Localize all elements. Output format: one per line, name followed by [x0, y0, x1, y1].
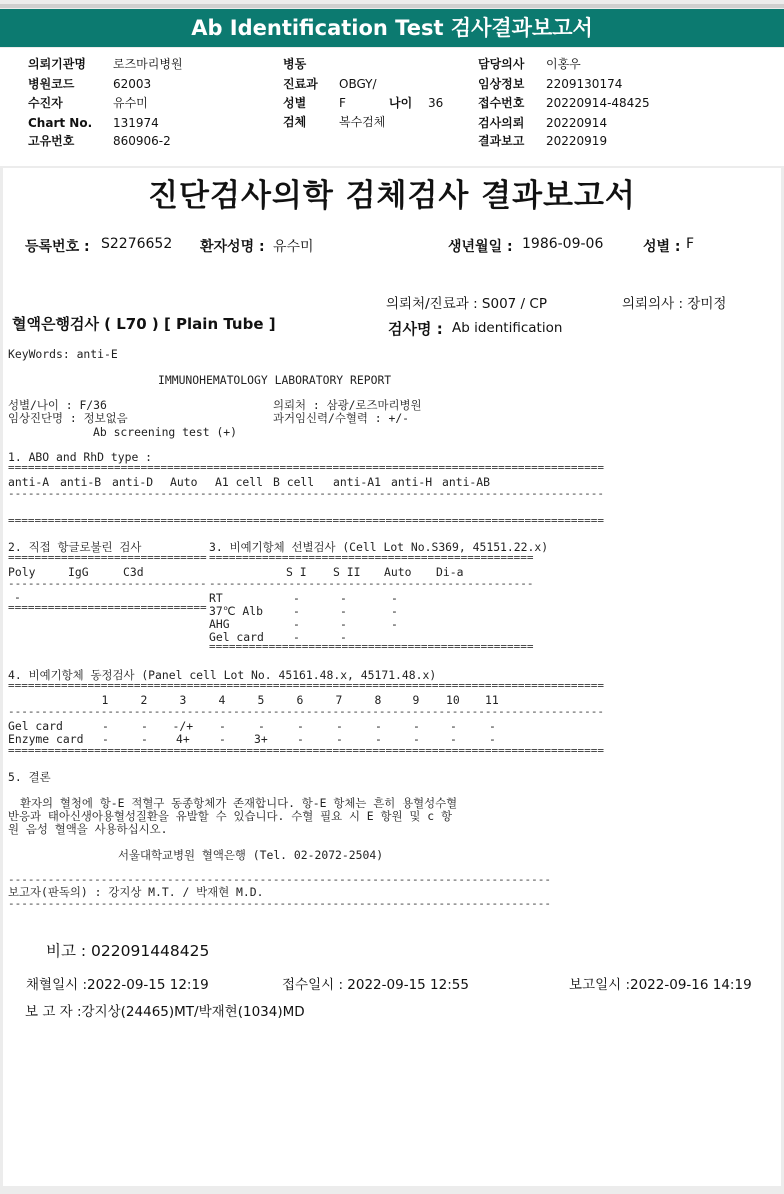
panel-row-value: -	[413, 719, 420, 733]
label-institution: 의뢰기관명	[28, 57, 86, 71]
screen-row-value: -	[293, 604, 300, 618]
abo-col-anti-d: anti-D	[112, 475, 154, 489]
value-sex: F	[339, 96, 346, 110]
abo-col-anti-b: anti-B	[60, 475, 102, 489]
requesting-doctor: 의뢰의사 : 장미정	[622, 296, 727, 312]
label-doctor: 담당의사	[478, 57, 525, 71]
label-department: 진료과	[283, 77, 318, 91]
value-unique-id: 860906-2	[113, 134, 171, 148]
panel-row-value: -	[450, 732, 457, 746]
value-chart-no: 131974	[113, 116, 159, 130]
section1-rule-bottom: ==========================================================================================	[8, 514, 605, 527]
value-doctor: 이홍우	[546, 57, 581, 71]
sex-age-line: 성별/나이 : F/36	[8, 398, 107, 412]
referral-line: 의뢰처 : 삼광/로즈마리병원	[273, 398, 422, 412]
panel-row-value: -	[297, 719, 304, 733]
label-hospital-code: 병원코드	[28, 77, 75, 91]
screen-row-value: -	[340, 604, 347, 618]
section4-title: 4. 비예기항체 동정검사 (Panel cell Lot No. 45161.48.x, 45171.48.x)	[8, 668, 437, 682]
panel-row-value: -	[258, 719, 265, 733]
section3-rule-bottom: =================================================	[209, 640, 534, 653]
label-receipt-no: 접수번호	[478, 96, 525, 110]
value-specimen: 복수검체	[339, 115, 386, 129]
screen-col-s2: S II	[333, 565, 361, 579]
panel-row-value: -	[375, 732, 382, 746]
panel-cell-header: 6	[296, 693, 304, 707]
screen-row-value: -	[293, 630, 300, 644]
panel-cell-header: 1	[101, 693, 109, 707]
screen-row-value: -	[391, 604, 398, 618]
label-clinical-info: 임상정보	[478, 77, 525, 91]
blood-bank-contact: 서울대학교병원 혈액은행 (Tel. 02-2072-2504)	[118, 848, 384, 862]
screening-line: Ab screening test (+)	[93, 425, 238, 439]
screen-row-label: AHG	[209, 617, 230, 631]
keywords: KeyWords: anti-E	[8, 347, 118, 361]
label-patient-sex: 성별 :	[643, 239, 681, 255]
panel-row-value: -	[141, 732, 148, 746]
screen-col-auto: Auto	[384, 565, 412, 579]
label-ward: 병동	[283, 57, 307, 71]
panel-row-value: 4+	[176, 732, 190, 746]
abo-col-a1-cell: A1 cell	[215, 475, 264, 489]
header-info-panel	[0, 48, 784, 166]
screen-row-value: -	[391, 617, 398, 631]
conclusion-line-1: 환자의 혈청에 항-E 적혈구 동종항체가 존재합니다. 항-E 항체는 흔히 용혈성수혈	[20, 796, 458, 810]
screen-row-value: -	[340, 630, 347, 644]
screen-row-value: -	[340, 617, 347, 631]
screen-row-value: -	[391, 591, 398, 605]
value-patient-name: 유수미	[273, 239, 314, 255]
label-specimen: 검체	[283, 115, 307, 129]
abo-col-anti-a: anti-A	[8, 475, 50, 489]
value-receipt-no: 20220914-48425	[546, 96, 650, 110]
report-title: 진단검사의학 검체검사 결과보고서	[148, 178, 636, 214]
panel-cell-header: 8	[374, 693, 382, 707]
panel-row-value: -	[413, 732, 420, 746]
remarks: 비고 : 022091448425	[46, 942, 210, 960]
value-patient-sex: F	[686, 236, 695, 252]
label-sex: 성별	[283, 96, 307, 110]
top-divider	[0, 4, 784, 8]
panel-row-value: -/+	[172, 719, 194, 733]
reporter-line: 보고자(판독의) : 강지상 M.T. / 박재현 M.D.	[8, 885, 264, 899]
section3-title: 3. 비예기항체 선별검사 (Cell Lot No.S369, 45151.22.x)	[209, 540, 549, 554]
panel-row-value: -	[219, 719, 226, 733]
value-clinical-info: 2209130174	[546, 77, 623, 91]
screen-col-s1: S I	[286, 565, 307, 579]
dat-col-poly: Poly	[8, 565, 36, 579]
requesting-department: 의뢰처/진료과 : S007 / CP	[386, 296, 547, 312]
panel-row-value: -	[375, 719, 382, 733]
screen-row-label: Gel card	[209, 630, 264, 644]
panel-row-value: -	[450, 719, 457, 733]
label-age: 나이	[389, 96, 413, 110]
screen-row-label: 37℃ Alb	[209, 604, 263, 618]
section1-rule-mid: ------------------------------------------------------------------------------------------	[8, 487, 605, 500]
screen-row-value: -	[293, 591, 300, 605]
panel-cell-header: 2	[140, 693, 148, 707]
label-reg-no: 등록번호 :	[25, 239, 90, 255]
section2-rule-mid: ------------------------------	[8, 577, 207, 590]
dat-col-c3d: C3d	[123, 565, 144, 579]
label-result-report: 결과보고	[478, 134, 525, 148]
panel-cell-header: 9	[412, 693, 420, 707]
label-examinee: 수진자	[28, 96, 63, 110]
history-line: 과거임신력/수혈력 : +/-	[273, 411, 410, 425]
section1-rule-top: ==========================================================================================	[8, 461, 605, 474]
abo-col-anti-h: anti-H	[391, 475, 433, 489]
abo-col-anti-ab: anti-AB	[442, 475, 491, 489]
panel-row-value: -	[336, 719, 343, 733]
panel-cell-header: 3	[179, 693, 187, 707]
section2-title: 2. 직접 항글로불린 검사	[8, 540, 142, 554]
report-banner	[0, 9, 784, 47]
section5-title: 5. 결론	[8, 770, 51, 784]
conclusion-line-3: 원 음성 혈액을 사용하십시오.	[8, 822, 168, 836]
value-test-request: 20220914	[546, 116, 608, 130]
panel-cell-header: 11	[485, 693, 499, 707]
label-chart-no: Chart No.	[28, 116, 93, 130]
panel-row-value: 3+	[254, 732, 268, 746]
screen-row-label: RT	[209, 591, 223, 605]
section2-rule-bottom: ==============================	[8, 601, 207, 614]
value-reg-no: S2276652	[101, 236, 173, 252]
diagnosis-line: 임상진단명 : 정보없음	[8, 411, 128, 425]
section3-rule-mid: -------------------------------------------------	[209, 577, 534, 590]
conclusion-line-2: 반응과 태아신생아용혈성질환을 유발할 수 있습니다. 수혈 필요 시 E 항원 및 c 항	[8, 809, 452, 823]
panel-row-value: -	[336, 732, 343, 746]
panel-row-value: -	[102, 719, 109, 733]
value-test-name: Ab identification	[452, 320, 563, 336]
panel-row-label: Enzyme card	[8, 732, 84, 746]
reporter-rule-top: ----------------------------------------------------------------------------------	[8, 873, 552, 886]
label-patient-name: 환자성명 :	[200, 239, 265, 255]
section3-rule-top: =================================================	[209, 551, 534, 564]
value-birth-date: 1986-09-06	[522, 236, 604, 252]
reporter-rule-bottom: ----------------------------------------------------------------------------------	[8, 897, 552, 910]
value-age: 36	[428, 96, 444, 110]
dat-col-igg: IgG	[68, 565, 89, 579]
abo-col-b-cell: B cell	[273, 475, 315, 489]
panel-row-value: -	[489, 732, 496, 746]
panel-cell-header: 7	[335, 693, 343, 707]
value-hospital-code: 62003	[113, 77, 152, 91]
screen-row-value: -	[340, 591, 347, 605]
lab-report-heading: IMMUNOHEMATOLOGY LABORATORY REPORT	[158, 373, 392, 387]
section1-title: 1. ABO and RhD type :	[8, 450, 153, 464]
screen-row-value: -	[293, 617, 300, 631]
panel-row-value: -	[219, 732, 226, 746]
panel-row-value: -	[141, 719, 148, 733]
value-result-report: 20220919	[546, 134, 608, 148]
test-category: 혈액은행검사 ( L70 ) [ Plain Tube ]	[12, 315, 276, 333]
section2-rule-top: ==============================	[8, 551, 207, 564]
abo-col-auto: Auto	[170, 475, 198, 489]
panel-row-value: -	[102, 732, 109, 746]
report-time: 보고일시 :2022-09-16 14:19	[569, 977, 752, 993]
section4-rule-bottom: ==========================================================================================	[8, 744, 605, 757]
dat-result-poly: -	[14, 590, 21, 604]
section4-rule-top: ==========================================================================================	[8, 679, 605, 692]
panel-row-label: Gel card	[8, 719, 63, 733]
value-department: OBGY/	[339, 77, 377, 91]
reporter-footer: 보 고 자 :강지상(24465)MT/박재현(1034)MD	[25, 1004, 305, 1020]
collection-time: 채혈일시 :2022-09-15 12:19	[26, 977, 209, 993]
label-birth-date: 생년월일 :	[448, 239, 513, 255]
panel-cell-header: 10	[446, 693, 460, 707]
section4-rule-mid: ------------------------------------------------------------------------------------------	[8, 705, 605, 718]
label-test-request: 검사의뢰	[478, 116, 525, 130]
value-institution: 로즈마리병원	[113, 57, 183, 71]
panel-cell-header: 5	[257, 693, 265, 707]
panel-row-value: -	[297, 732, 304, 746]
panel-cell-header: 4	[218, 693, 226, 707]
abo-col-anti-a1: anti-A1	[333, 475, 382, 489]
value-examinee: 유수미	[113, 96, 148, 110]
banner-title: Ab Identification Test 검사결과보고서	[191, 16, 593, 40]
panel-row-value: -	[489, 719, 496, 733]
receipt-time: 접수일시 : 2022-09-15 12:55	[282, 977, 469, 993]
label-unique-id: 고유번호	[28, 134, 75, 148]
label-test-name: 검사명 :	[388, 320, 443, 338]
screen-col-dia: Di-a	[436, 565, 464, 579]
